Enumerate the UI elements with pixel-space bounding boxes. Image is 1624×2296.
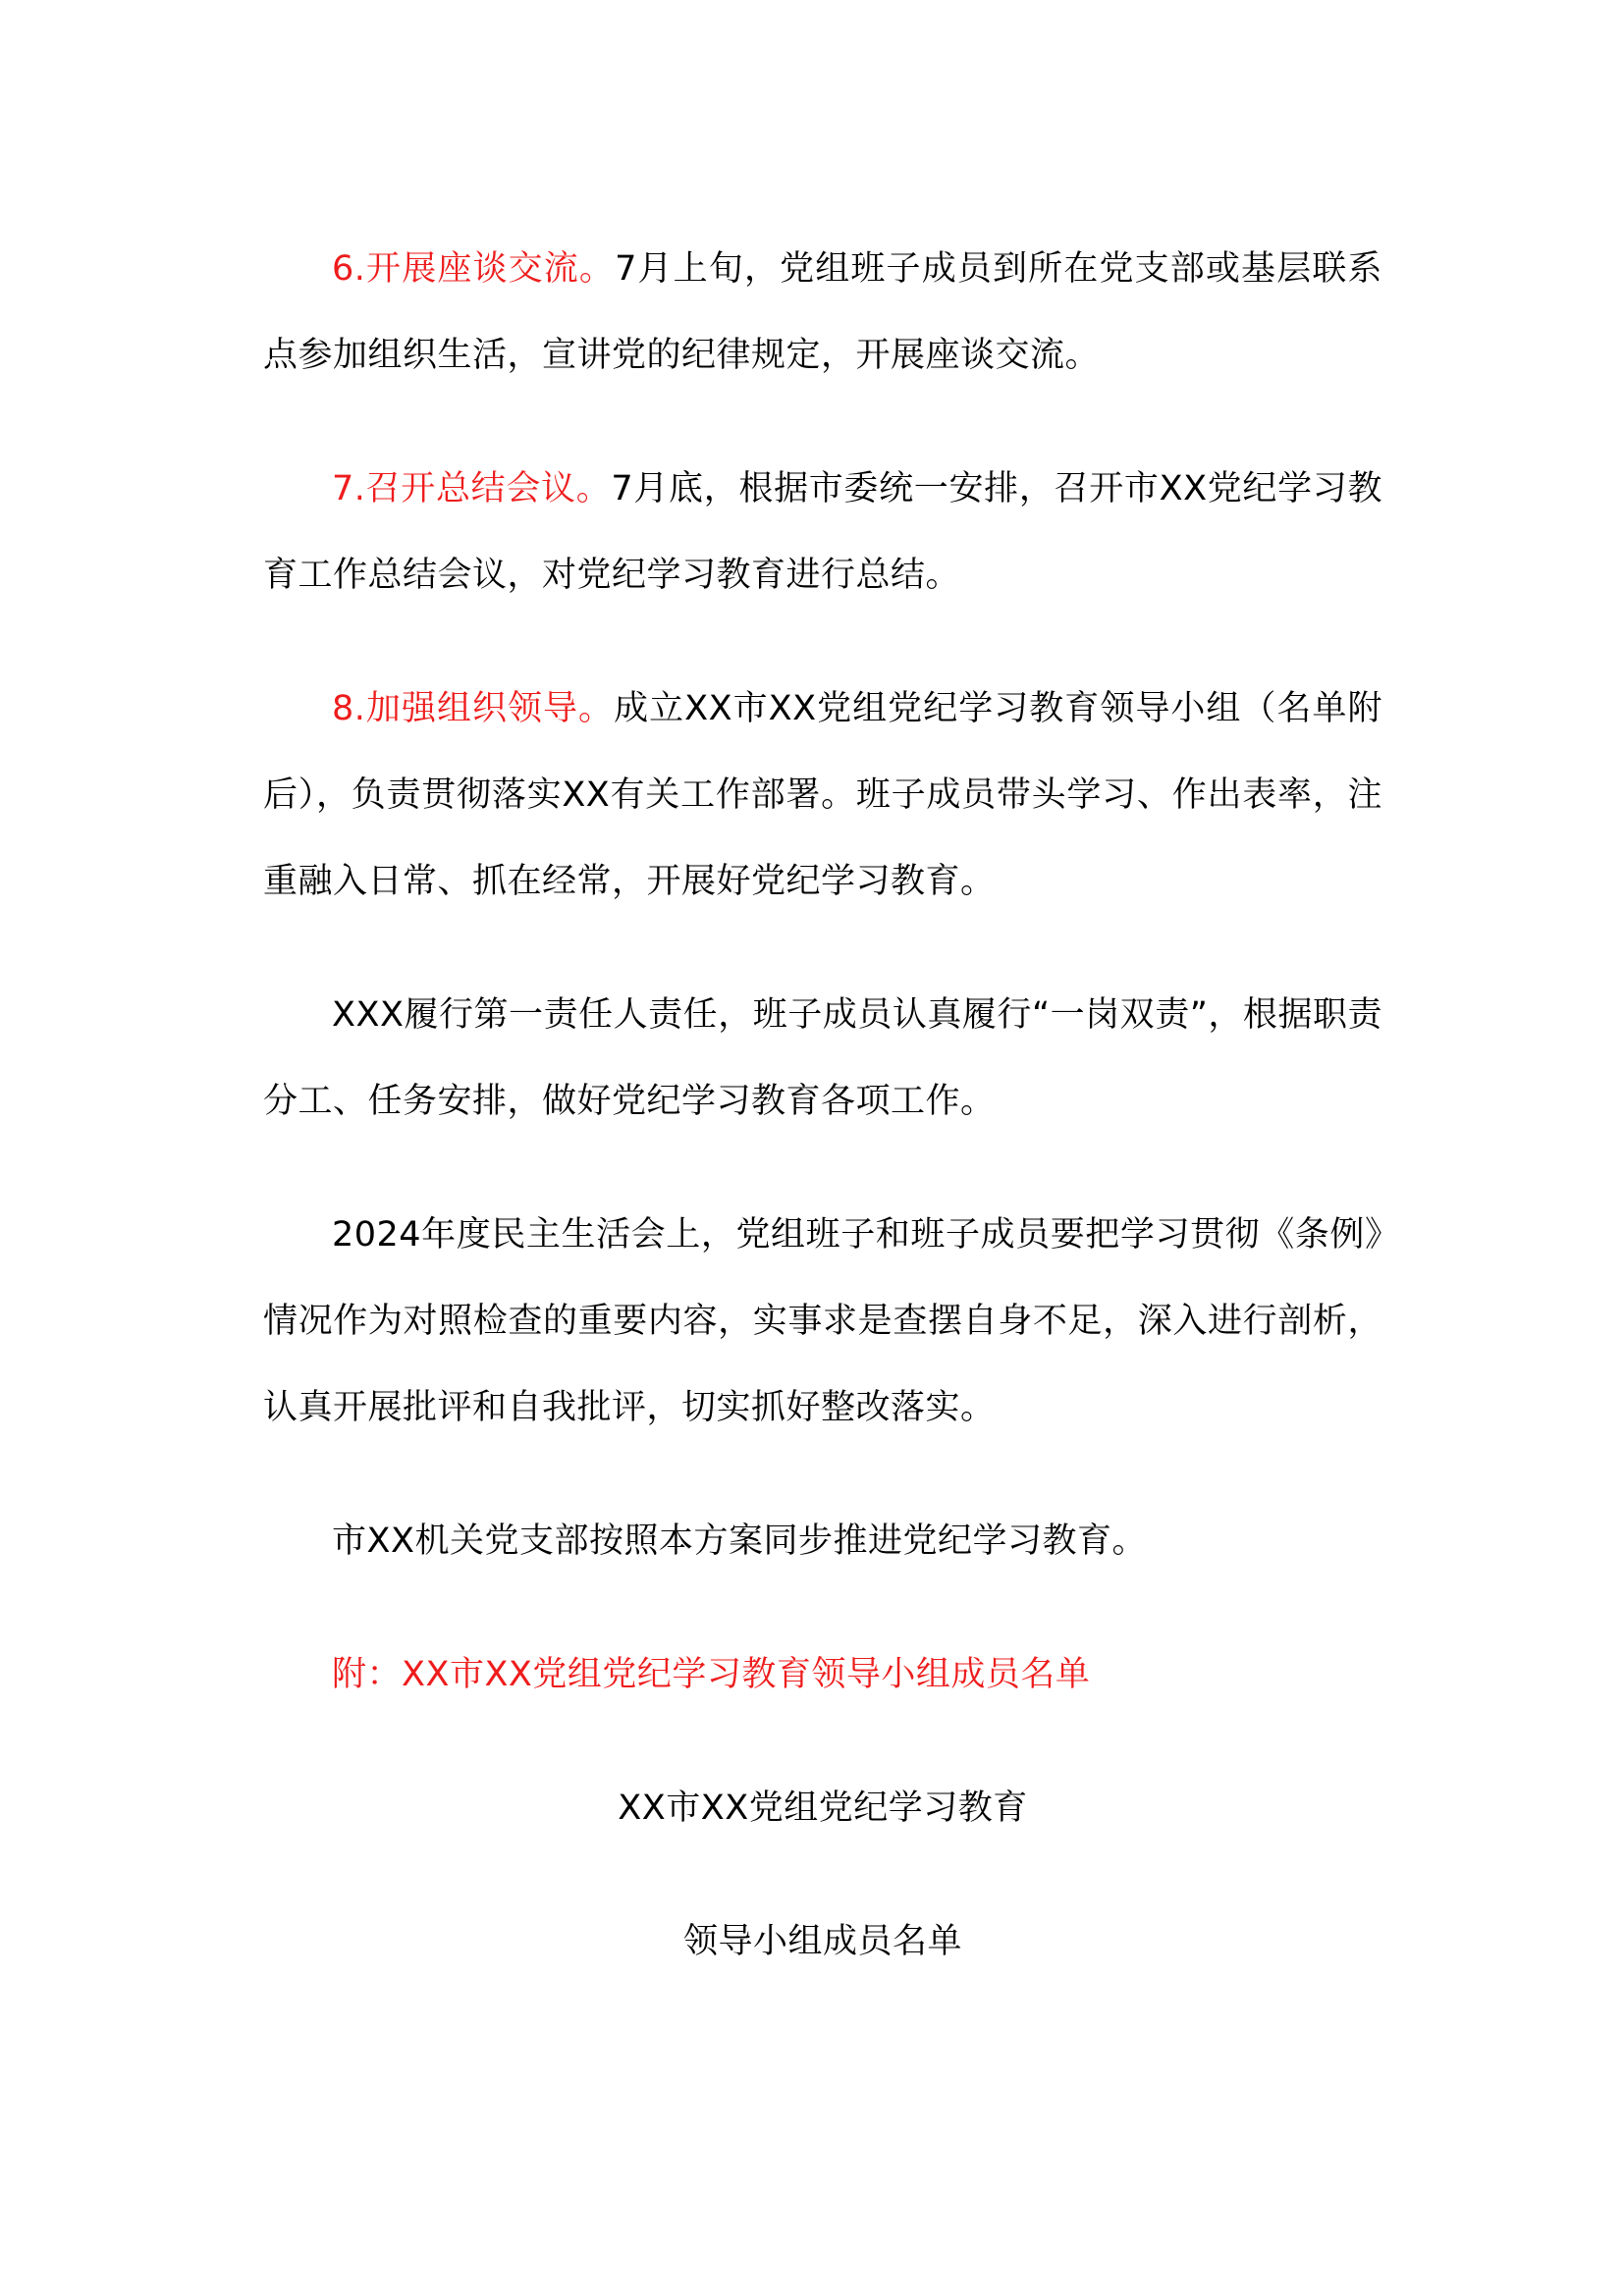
list-title-line-2: 领导小组成员名单 bbox=[682, 1922, 962, 1961]
item-6-body: 7月上旬，党组班子成员到所在党支部或基层联系点参加组织生活，宣讲党的纪律规定，开展座谈交流。 bbox=[263, 249, 1382, 375]
item-8-heading: 8.加强组织领导。 bbox=[332, 689, 615, 728]
item-7-body: 7月底，根据市委统一安排，召开市XX党纪学习教育工作总结会议，对党纪学习教育进行总结。 bbox=[263, 469, 1382, 595]
item-7-heading: 7.召开总结会议。 bbox=[332, 469, 612, 508]
item-6 bbox=[263, 226, 1382, 399]
item-8-body: 成立XX市XX党组党纪学习教育领导小组（名单附后），负责贯彻落实XX有关工作部署。班子成员带头学习、作出表率，注重融入日常、抓在经常，开展好党纪学习教育。 bbox=[263, 689, 1382, 901]
responsibility-paragraph: XXX履行第一责任人责任，班子成员认真履行“一岗双责”，根据职责分工、任务安排，做好党纪学习教育各项工作。 bbox=[263, 995, 1382, 1121]
item-7 bbox=[263, 446, 1382, 618]
democratic-life-meeting-paragraph: 2024年度民主生活会上，党组班子和班子成员要把学习贯彻《条例》情况作为对照检查的重要内容，实事求是查摆自身不足，深入进行剖析，认真开展批评和自我批评，切实抓好整改落实。 bbox=[263, 1215, 1382, 1427]
list-title-line-1: XX市XX党组党纪学习教育 bbox=[618, 1789, 1028, 1828]
document-body bbox=[263, 226, 1382, 1985]
item-8 bbox=[263, 666, 1382, 925]
appendix-note: 附：XX市XX党组党纪学习教育领导小组成员名单 bbox=[332, 1655, 1091, 1694]
item-6-heading: 6.开展座谈交流。 bbox=[332, 249, 616, 289]
party-branch-paragraph: 市XX机关党支部按照本方案同步推进党纪学习教育。 bbox=[332, 1522, 1147, 1561]
